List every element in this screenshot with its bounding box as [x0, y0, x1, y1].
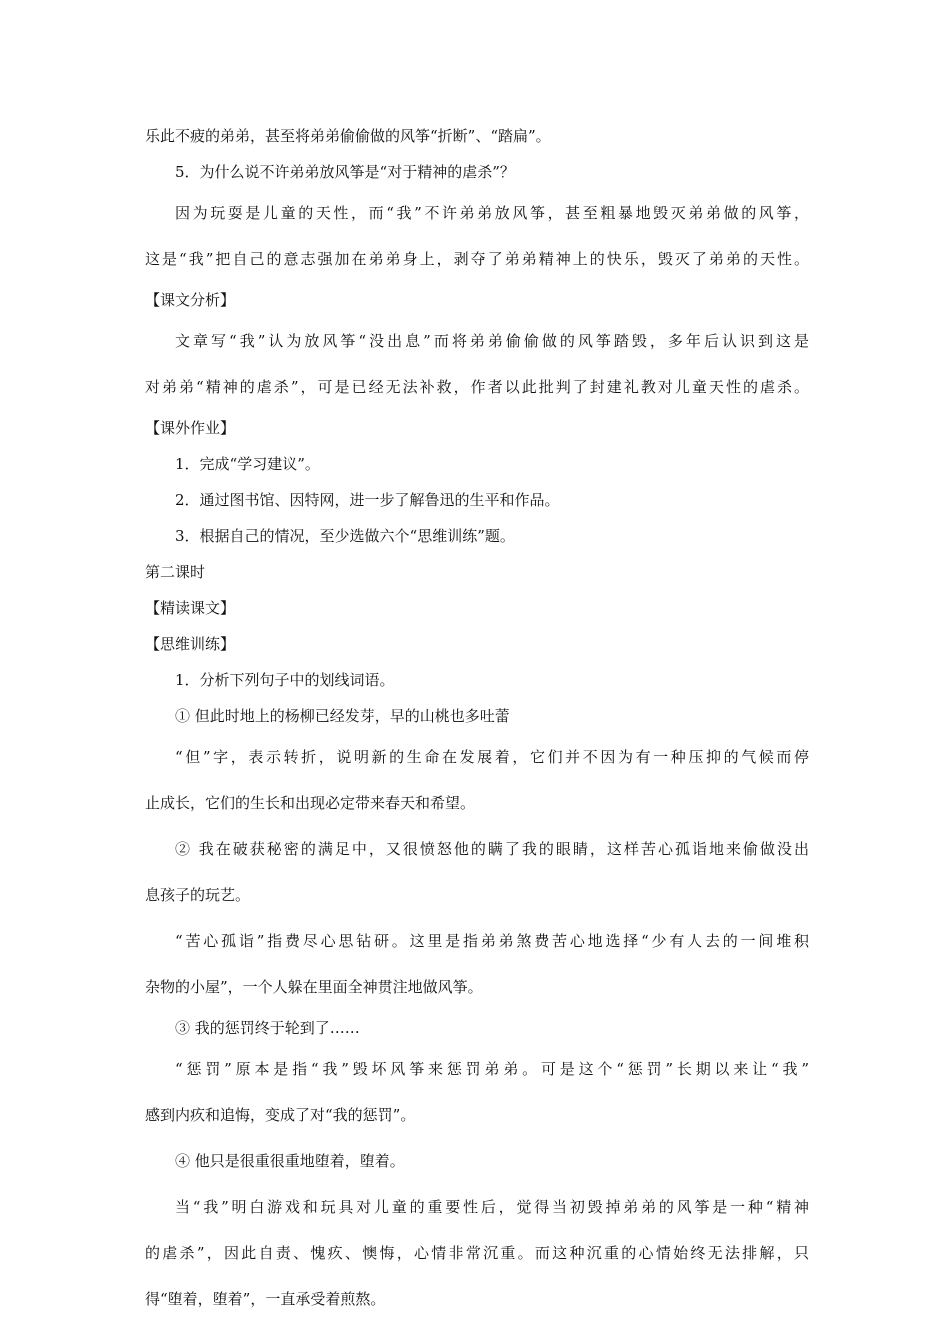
- section-heading-homework: 【课外作业】: [145, 419, 236, 437]
- explanation-line: 当“我”明白游戏和玩具对儿童的重要性后，觉得当初毁掉弟弟的风筝是一种“精神: [175, 1198, 809, 1216]
- question-5: 5．为什么说不许弟弟放风筝是“对于精神的虐杀”？: [175, 163, 515, 181]
- answer-5-line: 这是“我”把自己的意志强加在弟弟身上，剥夺了弟弟精神上的快乐，毁灭了弟弟的天性。: [145, 250, 809, 268]
- example-sentence-2: 息孩子的玩艺。: [145, 886, 251, 904]
- example-sentence-3: ③ 我的惩罚终于轮到了……: [175, 1019, 360, 1037]
- explanation-line: “苦心孤诣”指费尽心思钻研。这里是指弟弟煞费苦心地选择“少有人去的一间堆积: [175, 932, 809, 950]
- explanation-line: 感到内疚和追悔，变成了对“我的惩罚”。: [145, 1106, 416, 1124]
- explanation-line: 杂物的小屋”，一个人躲在里面全神贯注地做风筝。: [145, 978, 483, 996]
- analysis-line: 文章写“我”认为放风筝“没出息”而将弟弟偷偷做的风筝踏毁，多年后认识到这是: [175, 332, 809, 350]
- homework-item: 2．通过图书馆、因特网，进一步了解鲁迅的生平和作品。: [175, 491, 560, 509]
- example-sentence-4: ④ 他只是很重很重地堕着，堕着。: [175, 1152, 405, 1170]
- analysis-line: 对弟弟“精神的虐杀”，可是已经无法补救，作者以此批判了封建礼教对儿童天性的虐杀。: [145, 378, 809, 396]
- lesson-heading: 第二课时: [145, 563, 206, 581]
- homework-item: 1．完成“学习建议”。: [175, 455, 320, 473]
- example-sentence-1: ① 但此时地上的杨柳已经发芽，早的山桃也多吐蕾: [175, 707, 510, 725]
- explanation-line: 止成长，它们的生长和出现必定带来春天和希望。: [145, 794, 476, 812]
- explanation-line: 的虐杀”，因此自责、愧疚、懊悔，心情非常沉重。而这种沉重的心情始终无法排解，只: [145, 1244, 809, 1262]
- explanation-line: “惩罚”原本是指“我”毁坏风筝来惩罚弟弟。可是这个“惩罚”长期以来让“我”: [175, 1060, 809, 1078]
- document-page: [145, 118, 809, 1322]
- explanation-line: 得“堕着，堕着”，一直承受着煎熬。: [145, 1290, 386, 1308]
- explanation-line: “但”字，表示转折，说明新的生命在发展着，它们并不因为有一种压抑的气候而停: [175, 748, 809, 766]
- section-heading-thinking-training: 【思维训练】: [145, 635, 236, 653]
- homework-item: 3．根据自己的情况，至少选做六个“思维训练”题。: [175, 527, 515, 545]
- section-heading-close-reading: 【精读课文】: [145, 599, 236, 617]
- exercise-item: 1．分析下列句子中的划线词语。: [175, 671, 395, 689]
- text-line: 乐此不疲的弟弟，甚至将弟弟偷偷做的风筝“折断”、“踏扁”。: [145, 127, 551, 145]
- answer-5-line: 因为玩耍是儿童的天性，而“我”不许弟弟放风筝，甚至粗暴地毁灭弟弟做的风筝，: [175, 204, 809, 222]
- example-sentence-2: ② 我在破获秘密的满足中，又很愤怒他的瞒了我的眼睛，这样苦心孤诣地来偷做没出: [175, 840, 809, 858]
- section-heading-text-analysis: 【课文分析】: [145, 291, 236, 309]
